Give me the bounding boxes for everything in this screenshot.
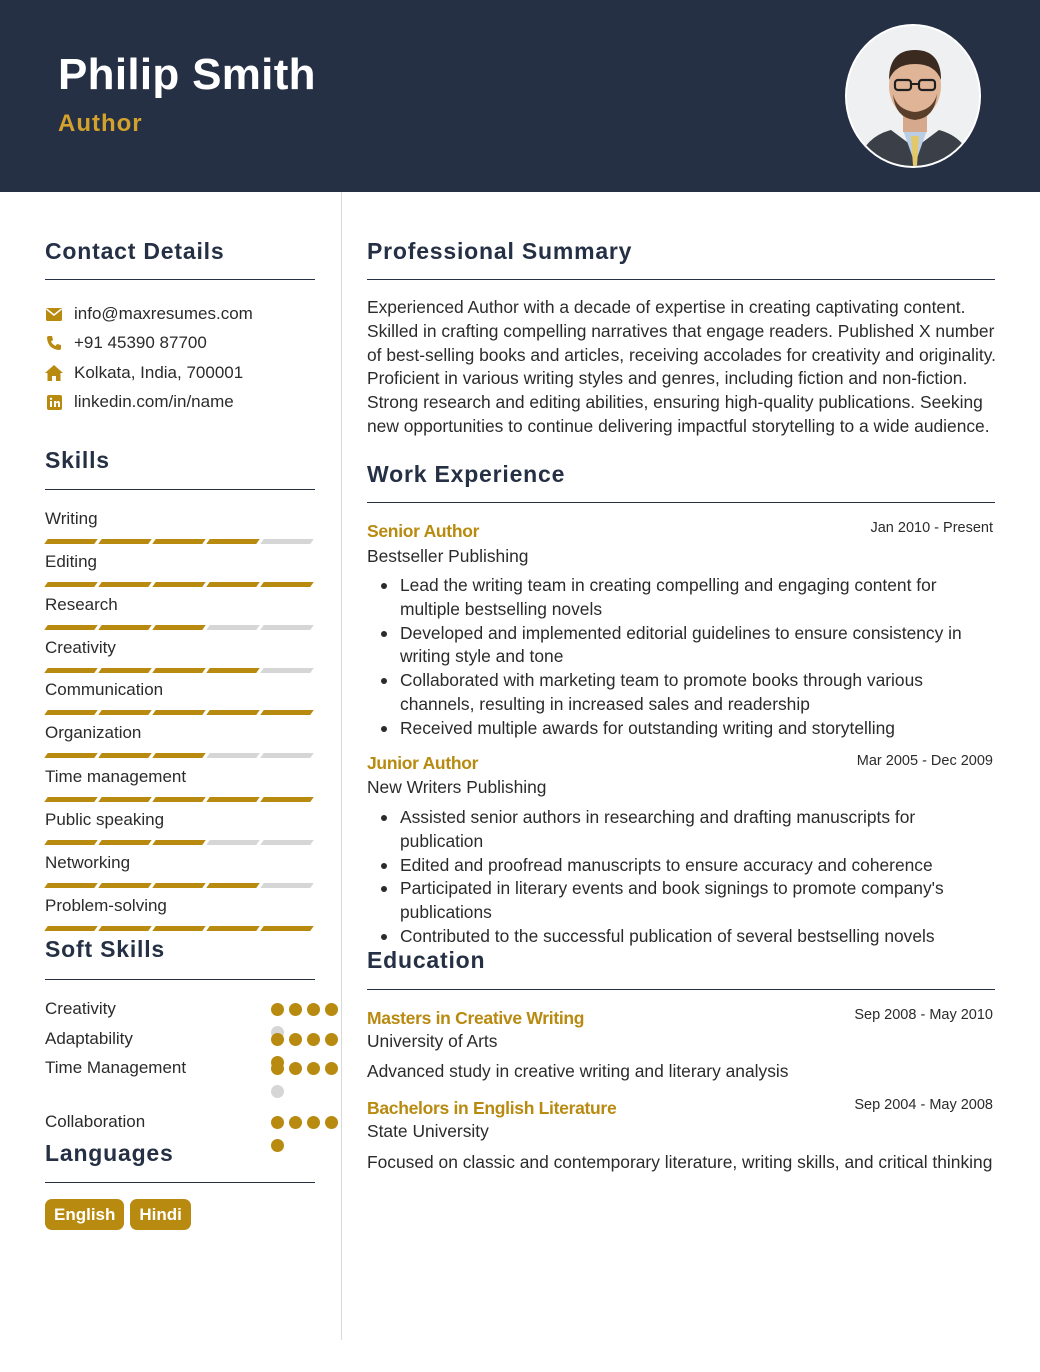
degree-description: Advanced study in creative writing and literary analysis <box>367 1061 789 1081</box>
skill-name: Problem-solving <box>45 896 167 915</box>
rating-dot <box>307 1116 320 1129</box>
skill-level-segment <box>44 797 98 802</box>
envelope-icon <box>45 305 63 323</box>
rating-dot <box>307 1033 320 1046</box>
skill-level-segment <box>206 926 260 931</box>
skill-level-segment <box>98 840 152 845</box>
skill-item <box>45 809 315 845</box>
skill-level-segment <box>44 582 98 587</box>
job-bullet: Contributed to the successful publication of several bestselling novels <box>367 925 987 949</box>
rating-dot <box>307 1003 320 1016</box>
school-name: University of Arts <box>367 1031 498 1051</box>
rating-dot <box>271 1116 284 1129</box>
skill-item <box>45 895 315 931</box>
degree-date: Sep 2004 - May 2008 <box>854 1097 993 1113</box>
job-bullets <box>367 806 987 949</box>
skill-name: Creativity <box>45 638 116 657</box>
degree-description: Focused on classic and contemporary literature, writing skills, and critical thinking <box>367 1152 993 1172</box>
skill-level-segment <box>44 883 98 888</box>
skill-level-bar <box>45 840 315 845</box>
skill-level-segment <box>260 883 314 888</box>
skill-name: Editing <box>45 552 97 571</box>
skill-level-segment <box>206 582 260 587</box>
job-bullet: Participated in literary events and book signings to promote company's publications <box>367 877 987 925</box>
skill-level-segment <box>260 926 314 931</box>
skill-level-segment <box>44 840 98 845</box>
rating-dot <box>325 1003 338 1016</box>
skill-level-segment <box>206 710 260 715</box>
skill-item <box>45 637 315 673</box>
skill-level-segment <box>260 753 314 758</box>
skill-level-segment <box>44 539 98 544</box>
soft-skill-name: Time Management <box>45 1058 187 1077</box>
rating-dot <box>271 1003 284 1016</box>
section-rule <box>45 489 315 490</box>
languages-section-title: Languages <box>45 1140 174 1166</box>
skill-level-bar <box>45 539 315 544</box>
skill-level-segment <box>98 710 152 715</box>
experience-section-title: Work Experience <box>367 461 566 487</box>
skill-name: Organization <box>45 723 142 742</box>
contact-linkedin[interactable] <box>45 390 234 414</box>
skill-level-segment <box>206 883 260 888</box>
skill-level-segment <box>98 582 152 587</box>
contact-location <box>45 361 243 385</box>
skill-item <box>45 679 315 715</box>
skill-level-bar <box>45 625 315 630</box>
rating-dot <box>325 1116 338 1129</box>
rating-dot <box>271 1033 284 1046</box>
skill-level-segment <box>206 797 260 802</box>
skill-level-segment <box>260 710 314 715</box>
skill-level-segment <box>152 926 206 931</box>
contact-email-text: info@maxresumes.com <box>74 304 253 323</box>
skill-level-bar <box>45 753 315 758</box>
skill-level-segment <box>152 797 206 802</box>
language-tags <box>45 1199 191 1230</box>
linkedin-icon <box>45 393 63 411</box>
skill-level-segment <box>152 668 206 673</box>
rating-dot <box>271 1085 284 1098</box>
skill-level-segment <box>260 840 314 845</box>
skill-level-segment <box>98 625 152 630</box>
job-bullet: Developed and implemented editorial guidelines to ensure consistency in writing style and tone <box>367 622 987 670</box>
skill-item <box>45 766 315 802</box>
job-bullet: Received multiple awards for outstanding writing and storytelling <box>367 717 987 741</box>
job-date: Mar 2005 - Dec 2009 <box>856 753 993 769</box>
contact-section-title: Contact Details <box>45 238 225 264</box>
job-company: Bestseller Publishing <box>367 546 529 566</box>
home-icon <box>45 364 63 382</box>
skill-name: Communication <box>45 680 164 699</box>
skill-level-segment <box>260 797 314 802</box>
skill-level-segment <box>206 539 260 544</box>
skills-section-title: Skills <box>45 447 110 473</box>
rating-dot <box>271 1139 284 1152</box>
job-company: New Writers Publishing <box>367 777 547 797</box>
skill-level-segment <box>206 625 260 630</box>
skill-level-segment <box>152 539 206 544</box>
soft-skill-name: Creativity <box>45 999 116 1018</box>
skill-item <box>45 852 315 888</box>
skill-item <box>45 722 315 758</box>
school-name: State University <box>367 1121 489 1141</box>
contact-email[interactable] <box>45 302 253 326</box>
skill-level-segment <box>98 797 152 802</box>
resume-header <box>0 0 1040 192</box>
skill-name: Networking <box>45 853 131 872</box>
section-rule <box>367 502 995 503</box>
rating-dot <box>307 1062 320 1075</box>
profile-photo <box>845 24 981 168</box>
phone-icon <box>45 334 63 352</box>
section-rule <box>45 279 315 280</box>
skill-name: Writing <box>45 509 98 528</box>
skill-level-segment <box>152 625 206 630</box>
skill-level-segment <box>260 539 314 544</box>
job-title: Junior Author <box>367 753 479 773</box>
contact-linkedin-text: linkedin.com/in/name <box>74 392 234 411</box>
skill-level-segment <box>98 753 152 758</box>
column-divider <box>341 192 342 1340</box>
skill-level-segment <box>206 840 260 845</box>
rating-dot <box>289 1062 302 1075</box>
skill-level-bar <box>45 668 315 673</box>
skill-level-segment <box>98 883 152 888</box>
summary-text: Experienced Author with a decade of expertise in creating captivating content. Skilled in crafting compelling narratives that engage readers. Published X number of best-selling books and articles, receiving accolades for creativity and originality. Proficient in various writing styles and genres, including fiction and non-fiction. Strong research and editing abilities, ensuring high-quality publications. Seeking new opportunities to continue delivering impactful storytelling to a wide audience. <box>367 297 996 436</box>
skill-level-segment <box>152 710 206 715</box>
skill-level-segment <box>152 582 206 587</box>
skill-level-segment <box>44 710 98 715</box>
skill-name: Public speaking <box>45 810 165 829</box>
skill-level-segment <box>44 926 98 931</box>
job-bullet: Lead the writing team in creating compelling and engaging content for multiple bestselling novels <box>367 574 987 622</box>
skill-item <box>45 594 315 630</box>
job-bullet: Assisted senior authors in researching and drafting manuscripts for publication <box>367 806 987 854</box>
rating-dot <box>289 1003 302 1016</box>
skill-level-segment <box>152 883 206 888</box>
rating-dot <box>325 1062 338 1075</box>
skill-level-segment <box>44 625 98 630</box>
skill-item <box>45 508 315 544</box>
skill-level-segment <box>44 668 98 673</box>
language-tag: Hindi <box>130 1199 191 1230</box>
section-rule <box>45 979 315 980</box>
job-title: Senior Author <box>367 521 480 541</box>
degree-title: Bachelors in English Literature <box>367 1098 617 1118</box>
section-rule <box>367 989 995 990</box>
contact-phone[interactable] <box>45 331 207 355</box>
rating-dot <box>289 1116 302 1129</box>
person-portrait-icon <box>847 26 981 168</box>
skill-level-segment <box>98 668 152 673</box>
skill-level-bar <box>45 582 315 587</box>
rating-dot <box>325 1033 338 1046</box>
skill-level-bar <box>45 710 315 715</box>
skill-level-segment <box>98 926 152 931</box>
contact-location-text: Kolkata, India, 700001 <box>74 363 244 382</box>
candidate-name: Philip Smith <box>58 50 316 99</box>
soft-skill-name: Collaboration <box>45 1112 146 1131</box>
skill-level-segment <box>260 668 314 673</box>
degree-title: Masters in Creative Writing <box>367 1008 585 1028</box>
job-bullet: Collaborated with marketing team to promote books through various channels, resulting in increased sales and readership <box>367 669 987 717</box>
skill-level-segment <box>260 582 314 587</box>
skill-level-segment <box>152 840 206 845</box>
job-bullets <box>367 574 987 741</box>
skill-level-segment <box>44 753 98 758</box>
section-rule <box>367 279 995 280</box>
skill-level-segment <box>98 539 152 544</box>
skill-level-segment <box>206 668 260 673</box>
rating-dot <box>271 1062 284 1075</box>
education-section-title: Education <box>367 947 486 973</box>
language-tag: English <box>45 1199 124 1230</box>
degree-date: Sep 2008 - May 2010 <box>854 1007 993 1023</box>
skill-level-bar <box>45 926 315 931</box>
soft-skills-section-title: Soft Skills <box>45 936 165 962</box>
skill-level-bar <box>45 883 315 888</box>
job-date: Jan 2010 - Present <box>870 520 993 536</box>
candidate-role: Author <box>58 110 143 137</box>
skill-level-segment <box>206 753 260 758</box>
skill-level-segment <box>152 753 206 758</box>
skill-name: Time management <box>45 767 187 786</box>
soft-skill-name: Adaptability <box>45 1029 133 1048</box>
contact-phone-text: +91 45390 87700 <box>74 333 207 352</box>
summary-section-title: Professional Summary <box>367 238 633 264</box>
skill-level-segment <box>260 625 314 630</box>
skill-name: Research <box>45 595 118 614</box>
rating-dot <box>289 1033 302 1046</box>
job-bullet: Edited and proofread manuscripts to ensure accuracy and coherence <box>367 854 987 878</box>
skill-item <box>45 551 315 587</box>
section-rule <box>45 1182 315 1183</box>
skill-level-bar <box>45 797 315 802</box>
